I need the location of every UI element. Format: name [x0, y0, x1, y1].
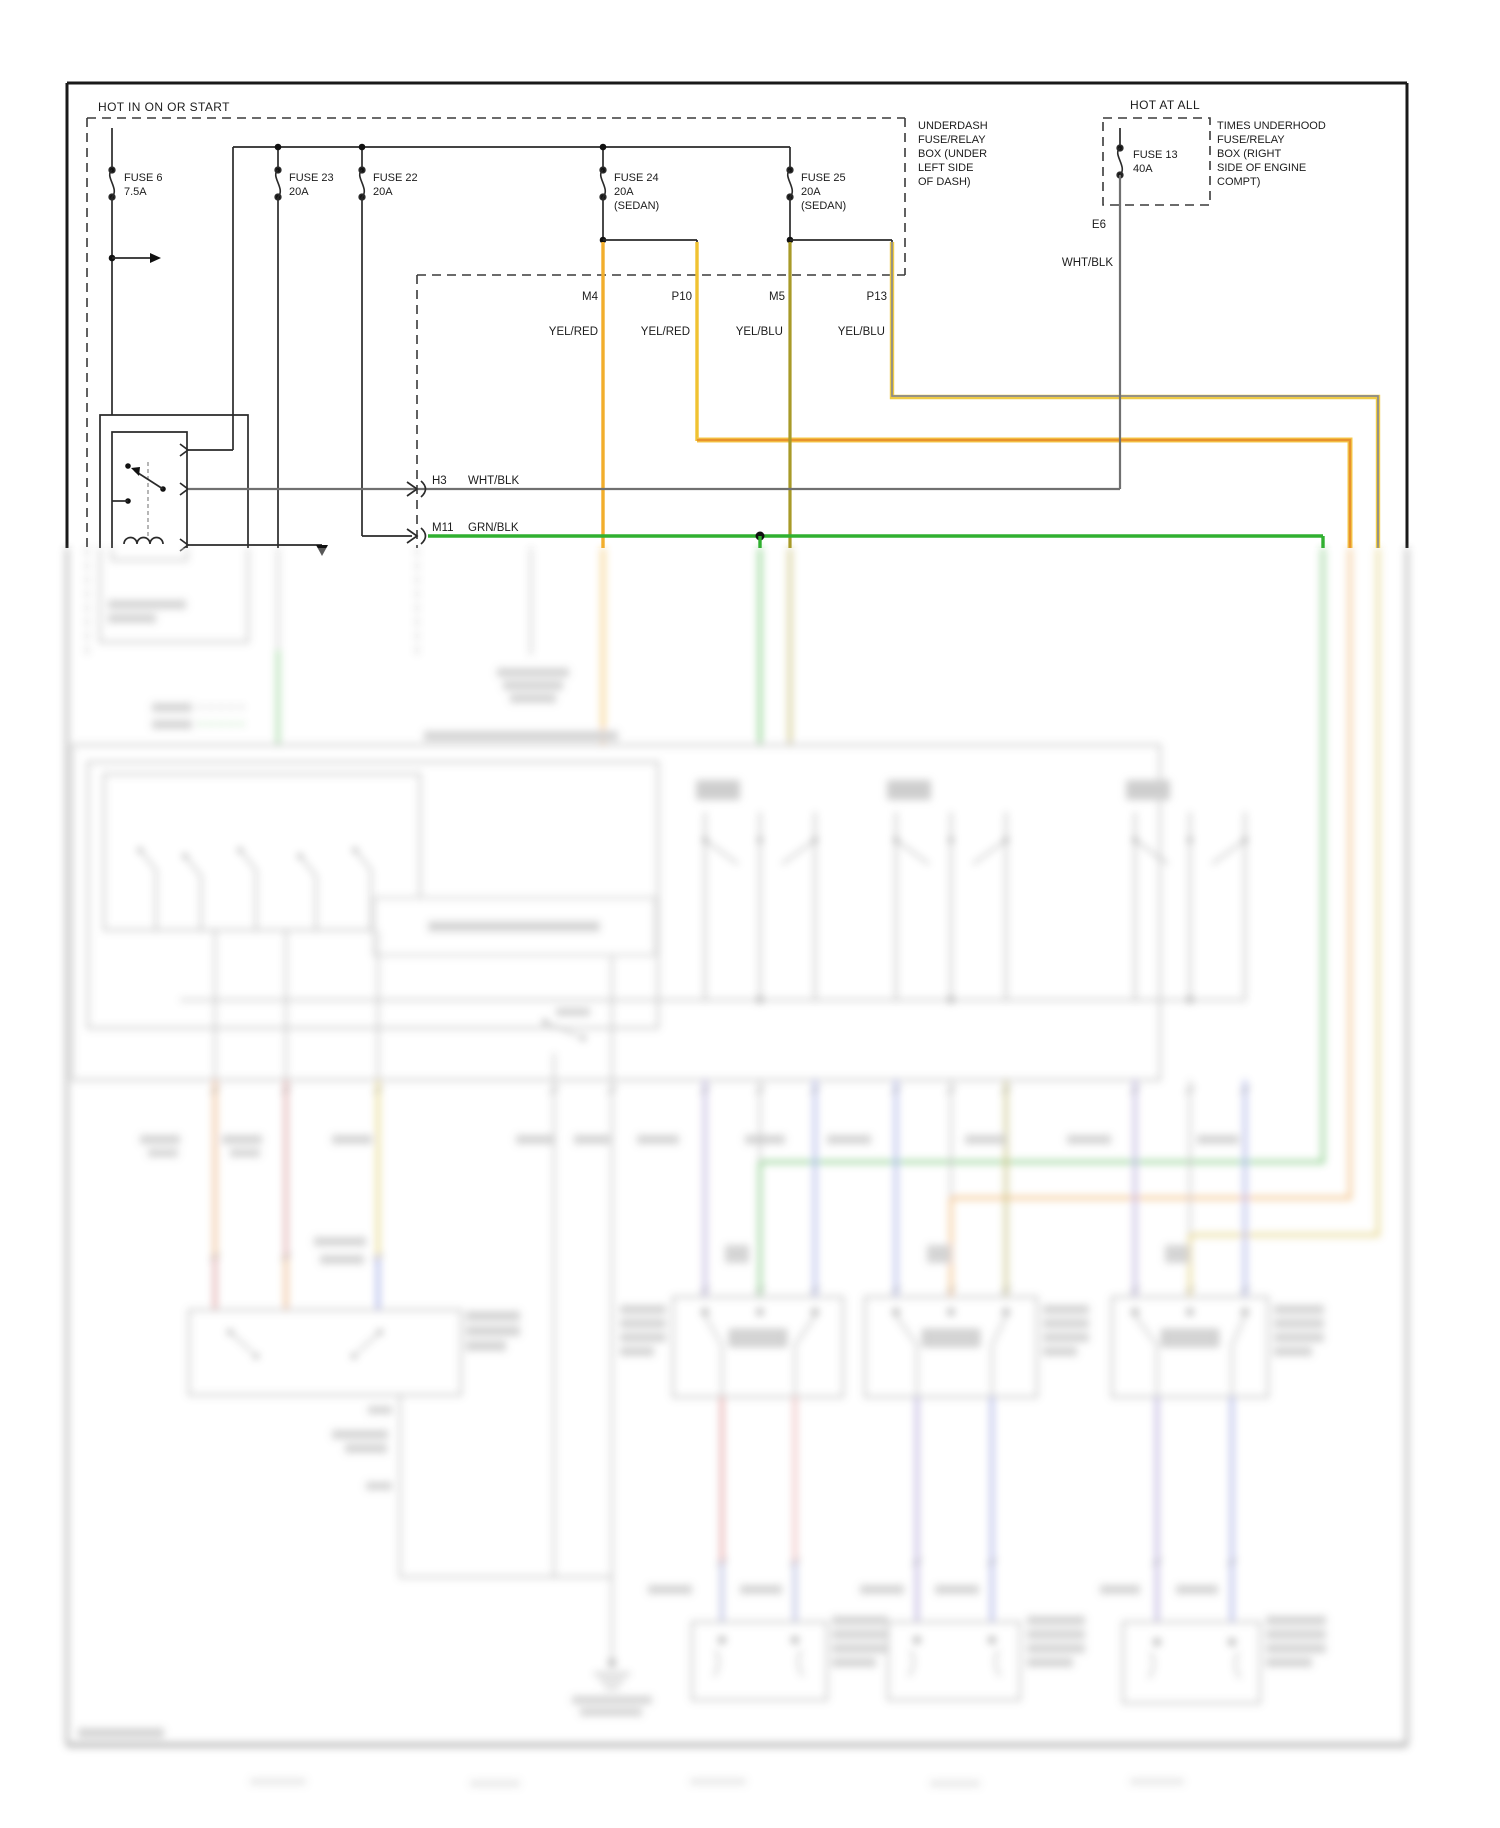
- svg-text:OF DASH): OF DASH): [918, 176, 971, 188]
- svg-text:UNDERDASH: UNDERDASH: [918, 120, 988, 132]
- svg-text:YEL/BLU: YEL/BLU: [837, 326, 885, 338]
- svg-text:FUSE/RELAY: FUSE/RELAY: [918, 134, 986, 146]
- svg-text:GRN/BLK: GRN/BLK: [468, 522, 519, 534]
- fuse-13-symbol: [1117, 128, 1123, 178]
- svg-text:20A: 20A: [373, 186, 393, 198]
- underdash-box-label: [918, 120, 988, 188]
- svg-text:YEL/RED: YEL/RED: [640, 326, 690, 338]
- m11-grn-blk-wire: [407, 522, 1323, 548]
- fuse-13-name: FUSE 13: [1133, 149, 1178, 161]
- blur-wash-overlay: [55, 548, 1455, 1828]
- fuse-bus-wiring: [112, 128, 790, 450]
- yel-blu-wire-p13: [892, 242, 1378, 548]
- svg-text:FUSE 24: FUSE 24: [614, 172, 659, 184]
- svg-text:(SEDAN): (SEDAN): [614, 200, 660, 212]
- svg-text:P10: P10: [671, 291, 692, 303]
- svg-text:WHT/BLK: WHT/BLK: [468, 475, 520, 487]
- fuse6-branch: [109, 197, 161, 415]
- svg-text:FUSE 6: FUSE 6: [124, 172, 163, 184]
- svg-text:H3: H3: [432, 475, 447, 487]
- sharp-circuit: [67, 83, 1407, 556]
- svg-text:BOX (UNDER: BOX (UNDER: [918, 148, 988, 160]
- svg-text:P13: P13: [866, 291, 887, 303]
- svg-text:20A: 20A: [614, 186, 634, 198]
- svg-text:FUSE 22: FUSE 22: [373, 172, 418, 184]
- svg-text:M5: M5: [769, 291, 785, 303]
- svg-text:FUSE 25: FUSE 25: [801, 172, 846, 184]
- svg-text:SIDE OF ENGINE: SIDE OF ENGINE: [1217, 162, 1307, 174]
- relay-box: [100, 415, 328, 556]
- svg-text:20A: 20A: [289, 186, 309, 198]
- svg-text:20A: 20A: [801, 186, 821, 198]
- fuse-24-symbol: [600, 167, 606, 200]
- svg-text:FUSE 23: FUSE 23: [289, 172, 334, 184]
- svg-text:YEL/RED: YEL/RED: [548, 326, 598, 338]
- fuse-22-symbol: [359, 167, 365, 200]
- underhood-box-label: [1217, 120, 1326, 188]
- svg-text:E6: E6: [1091, 219, 1106, 231]
- fuse-25-symbol: [787, 167, 793, 200]
- svg-text:M4: M4: [582, 291, 598, 303]
- svg-text:COMPT): COMPT): [1217, 176, 1261, 188]
- fuse-13-amps: 40A: [1133, 163, 1153, 175]
- svg-text:FUSE/RELAY: FUSE/RELAY: [1217, 134, 1285, 146]
- fuse-output-wiring: [278, 197, 892, 548]
- svg-text:LEFT SIDE: LEFT SIDE: [918, 162, 974, 174]
- diagram-frame: [67, 83, 1407, 548]
- svg-text:M11: M11: [432, 522, 454, 534]
- svg-text:BOX (RIGHT: BOX (RIGHT: [1217, 148, 1282, 160]
- svg-text:WHT/BLK: WHT/BLK: [1061, 257, 1113, 269]
- hot-in-on-start-title: HOT IN ON OR START: [98, 100, 230, 114]
- fuse-6-symbol: [109, 167, 115, 200]
- svg-text:7.5A: 7.5A: [124, 186, 147, 198]
- svg-text:(SEDAN): (SEDAN): [801, 200, 847, 212]
- h3-wht-blk-wire: [188, 475, 1120, 497]
- fuse-23-symbol: [275, 167, 281, 200]
- svg-text:YEL/BLU: YEL/BLU: [735, 326, 783, 338]
- connector-labels: [549, 291, 887, 338]
- svg-text:TIMES UNDERHOOD: TIMES UNDERHOOD: [1217, 120, 1326, 132]
- hot-at-all-title: HOT AT ALL: [1130, 98, 1201, 112]
